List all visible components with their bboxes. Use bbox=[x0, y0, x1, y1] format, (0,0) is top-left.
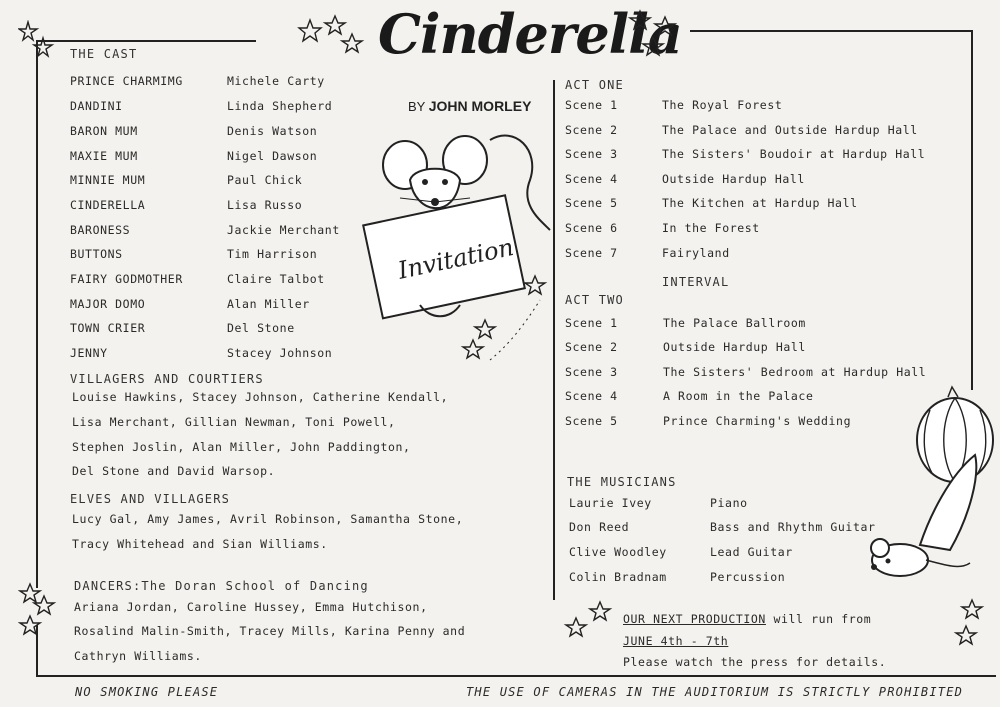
cast-role: MINNIE MUM bbox=[70, 173, 146, 187]
scene-title: In the Forest bbox=[662, 221, 760, 235]
footer-cameras: THE USE OF CAMERAS IN THE AUDITORIUM IS STRICTLY PROHIBITED bbox=[466, 685, 964, 699]
cast-actor: Denis Watson bbox=[227, 124, 318, 138]
cast-role: FAIRY GODMOTHER bbox=[70, 272, 183, 286]
scene-title: The Sisters' Bedroom at Hardup Hall bbox=[663, 365, 927, 379]
next-production-rest: will run from bbox=[765, 612, 872, 626]
star-cluster-bottom-mid-icon bbox=[560, 598, 620, 668]
page-title: Cinderella bbox=[378, 2, 682, 66]
star-cluster-top-right-icon bbox=[625, 5, 695, 65]
act-one-heading: ACT ONE bbox=[565, 78, 624, 92]
frame-top-right bbox=[690, 30, 972, 32]
cast-actor: Stacey Johnson bbox=[227, 346, 333, 360]
scene-title: The Kitchen at Hardup Hall bbox=[662, 196, 858, 210]
dancers-heading: DANCERS:The Doran School of Dancing bbox=[74, 579, 369, 593]
scene-label: Scene 4 bbox=[565, 389, 618, 403]
scene-label: Scene 4 bbox=[565, 172, 618, 186]
scene-label: Scene 7 bbox=[565, 246, 618, 260]
musician-instrument: Lead Guitar bbox=[710, 545, 793, 559]
cast-actor: Linda Shepherd bbox=[227, 99, 333, 113]
cast-actor: Paul Chick bbox=[227, 173, 303, 187]
scene-label: Scene 2 bbox=[565, 340, 618, 354]
byline bbox=[408, 98, 531, 114]
musician-instrument: Percussion bbox=[710, 570, 786, 584]
interval-heading: INTERVAL bbox=[662, 275, 730, 289]
cast-actor: Tim Harrison bbox=[227, 247, 318, 261]
act-two-heading: ACT TWO bbox=[565, 293, 624, 307]
scene-title: Prince Charming's Wedding bbox=[663, 414, 852, 428]
scene-label: Scene 5 bbox=[565, 196, 618, 210]
scene-title: The Palace Ballroom bbox=[663, 316, 806, 330]
next-production-line bbox=[623, 612, 871, 626]
frame-bottom bbox=[36, 675, 996, 677]
musician-instrument: Piano bbox=[710, 496, 748, 510]
cast-role: MAXIE MUM bbox=[70, 149, 138, 163]
byline-author: JOHN MORLEY bbox=[428, 98, 532, 114]
pumpkin-slipper-illustration bbox=[860, 385, 995, 590]
scene-title: Fairyland bbox=[662, 246, 730, 260]
next-production-dates: JUNE 4th - 7th bbox=[623, 634, 729, 648]
scene-label: Scene 5 bbox=[565, 414, 618, 428]
cast-role: DANDINI bbox=[70, 99, 123, 113]
musician-name: Laurie Ivey bbox=[569, 496, 652, 510]
star-cluster-bottom-right-icon bbox=[950, 596, 998, 656]
scene-title: Outside Hardup Hall bbox=[662, 172, 805, 186]
cast-actor: Claire Talbot bbox=[227, 272, 325, 286]
next-production-label: OUR NEXT PRODUCTION bbox=[623, 612, 766, 626]
scene-title: The Royal Forest bbox=[662, 98, 783, 112]
cast-role: BARON MUM bbox=[70, 124, 138, 138]
musician-name: Clive Woodley bbox=[569, 545, 667, 559]
elves-line: Tracy Whitehead and Sian Williams. bbox=[72, 537, 328, 551]
cast-role: TOWN CRIER bbox=[70, 321, 146, 335]
scene-label: Scene 6 bbox=[565, 221, 618, 235]
footer-no-smoking: NO SMOKING PLEASE bbox=[75, 685, 219, 699]
frame-top-left bbox=[36, 40, 256, 42]
villagers-line: Stephen Joslin, Alan Miller, John Paddington, bbox=[72, 440, 411, 454]
cast-actor: Nigel Dawson bbox=[227, 149, 318, 163]
cast-role: MAJOR DOMO bbox=[70, 297, 146, 311]
villagers-line: Louise Hawkins, Stacey Johnson, Catherine Kendall, bbox=[72, 390, 449, 404]
star-cluster-mid-icon bbox=[455, 270, 555, 380]
musician-instrument: Bass and Rhythm Guitar bbox=[710, 520, 876, 534]
star-cluster-bottom-left-icon bbox=[18, 580, 58, 640]
cast-actor: Jackie Merchant bbox=[227, 223, 340, 237]
villagers-line: Lisa Merchant, Gillian Newman, Toni Powell, bbox=[72, 415, 396, 429]
scene-title: The Palace and Outside Hardup Hall bbox=[662, 123, 918, 137]
musician-name: Colin Bradnam bbox=[569, 570, 667, 584]
scene-title: The Sisters' Boudoir at Hardup Hall bbox=[662, 147, 926, 161]
cast-actor: Alan Miller bbox=[227, 297, 310, 311]
star-cluster-top-icon bbox=[280, 2, 370, 62]
dancers-line: Cathryn Williams. bbox=[74, 649, 202, 663]
star-cluster-top-left-icon bbox=[18, 20, 58, 70]
cast-role: BARONESS bbox=[70, 223, 131, 237]
scene-label: Scene 2 bbox=[565, 123, 618, 137]
villagers-line: Del Stone and David Warsop. bbox=[72, 464, 276, 478]
cast-actor: Michele Carty bbox=[227, 74, 325, 88]
invitation-text: Invitation bbox=[395, 232, 517, 285]
cast-actor: Del Stone bbox=[227, 321, 295, 335]
cast-role: PRINCE CHARMIMG bbox=[70, 74, 183, 88]
dancers-line: Ariana Jordan, Caroline Hussey, Emma Hutchison, bbox=[74, 600, 428, 614]
scene-label: Scene 1 bbox=[565, 98, 618, 112]
cast-actor: Lisa Russo bbox=[227, 198, 303, 212]
frame-left bbox=[36, 40, 38, 588]
cast-heading: THE CAST bbox=[70, 47, 138, 61]
scene-label: Scene 3 bbox=[565, 365, 618, 379]
cast-role: BUTTONS bbox=[70, 247, 123, 261]
scene-label: Scene 3 bbox=[565, 147, 618, 161]
villagers-heading: VILLAGERS AND COURTIERS bbox=[70, 372, 264, 386]
musician-name: Don Reed bbox=[569, 520, 630, 534]
cast-role: CINDERELLA bbox=[70, 198, 146, 212]
scene-title: Outside Hardup Hall bbox=[663, 340, 806, 354]
dancers-line: Rosalind Malin-Smith, Tracey Mills, Karina Penny and bbox=[74, 624, 466, 638]
frame-right bbox=[971, 30, 973, 390]
byline-prefix: BY bbox=[408, 99, 426, 114]
elves-line: Lucy Gal, Amy James, Avril Robinson, Samantha Stone, bbox=[72, 512, 464, 526]
next-production-note: Please watch the press for details. bbox=[623, 655, 887, 669]
elves-heading: ELVES AND VILLAGERS bbox=[70, 492, 231, 506]
scene-label: Scene 1 bbox=[565, 316, 618, 330]
musicians-heading: THE MUSICIANS bbox=[567, 475, 677, 489]
cast-role: JENNY bbox=[70, 346, 108, 360]
scene-title: A Room in the Palace bbox=[663, 389, 814, 403]
